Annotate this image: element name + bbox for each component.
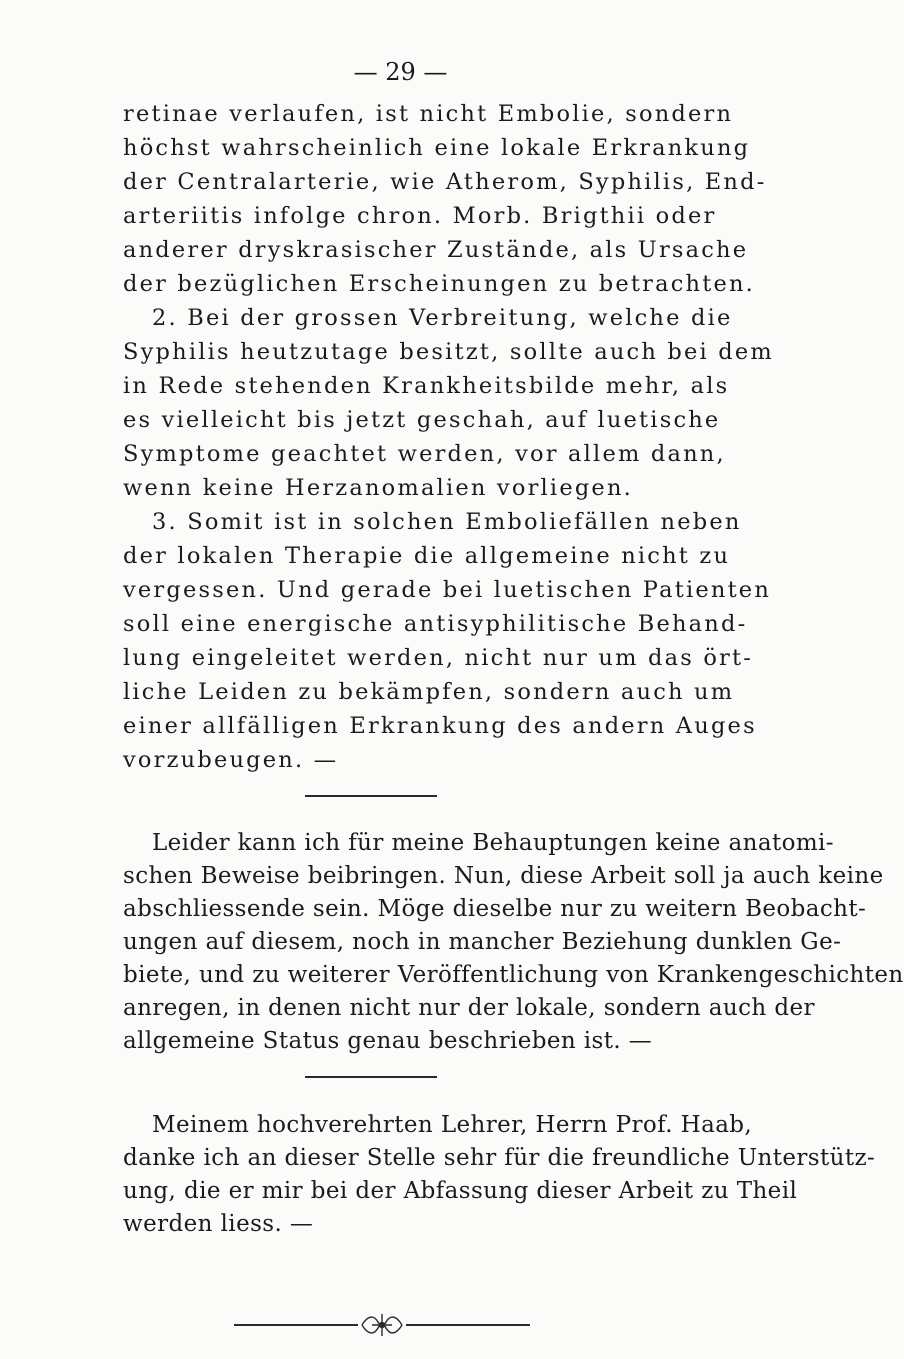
- text-line: Leider kann ich für meine Behauptungen keine anatomi-: [152, 830, 834, 856]
- text-line: der lokalen Therapie die allgemeine nicht zu: [123, 543, 731, 569]
- text-line: lung eingeleitet werden, nicht nur um das ört-: [123, 645, 754, 671]
- text-line: höchst wahrscheinlich eine lokale Erkrankung: [123, 135, 751, 161]
- text-line: es vielleicht bis jetzt geschah, auf luetische: [123, 407, 721, 433]
- text-line: arteriitis infolge chron. Morb. Brigthii oder: [123, 203, 717, 229]
- text-line: Syphilis heutzutage besitzt, sollte auch bei dem: [123, 339, 774, 365]
- ornament-rule-left: [234, 1324, 358, 1326]
- section-divider: [305, 1076, 437, 1078]
- text-line: einer allfälligen Erkrankung des andern Auges: [123, 713, 757, 739]
- text-line: allgemeine Status genau beschrieben ist. —: [123, 1028, 653, 1054]
- text-line: retinae verlaufen, ist nicht Embolie, sondern: [123, 101, 734, 127]
- text-line: werden liess. —: [123, 1211, 314, 1237]
- text-line: schen Beweise beibringen. Nun, diese Arbeit soll ja auch keine: [123, 863, 884, 889]
- text-line: vorzubeugen. —: [123, 747, 339, 773]
- text-line: anderer dryskrasischer Zustände, als Ursache: [123, 237, 749, 263]
- text-line: der Centralarterie, wie Atherom, Syphilis, End-: [123, 169, 767, 195]
- text-line: wenn keine Herzanomalien vorliegen.: [123, 475, 633, 501]
- section-divider: [305, 795, 437, 797]
- text-line: Meinem hochverehrten Lehrer, Herrn Prof. Haab,: [152, 1112, 753, 1138]
- ornament-rule-right: [406, 1324, 530, 1326]
- text-line: 2. Bei der grossen Verbreitung, welche die: [152, 305, 733, 331]
- text-line: soll eine energische antisyphilitische Behand-: [123, 611, 748, 637]
- text-line: abschliessende sein. Möge dieselbe nur zu weitern Beobacht-: [123, 896, 867, 922]
- ornament-icon: [358, 1312, 406, 1338]
- text-line: anregen, in denen nicht nur der lokale, sondern auch der: [123, 995, 815, 1021]
- text-line: vergessen. Und gerade bei luetischen Patienten: [123, 577, 772, 603]
- text-line: der bezüglichen Erscheinungen zu betrachten.: [123, 271, 756, 297]
- text-line: ung, die er mir bei der Abfassung dieser Arbeit zu Theil: [123, 1178, 798, 1204]
- text-line: Symptome geachtet werden, vor allem dann,: [123, 441, 726, 467]
- text-line: biete, und zu weiterer Veröffentlichung von Krankengeschichten: [123, 962, 904, 988]
- text-line: in Rede stehenden Krankheitsbilde mehr, als: [123, 373, 730, 399]
- text-line: danke ich an dieser Stelle sehr für die freundliche Unterstütz-: [123, 1145, 876, 1171]
- text-line: liche Leiden zu bekämpfen, sondern auch um: [123, 679, 735, 705]
- text-line: 3. Somit ist in solchen Emboliefällen neben: [152, 509, 742, 535]
- page-number: — 29 —: [353, 58, 448, 86]
- text-line: ungen auf diesem, noch in mancher Beziehung dunklen Ge-: [123, 929, 842, 955]
